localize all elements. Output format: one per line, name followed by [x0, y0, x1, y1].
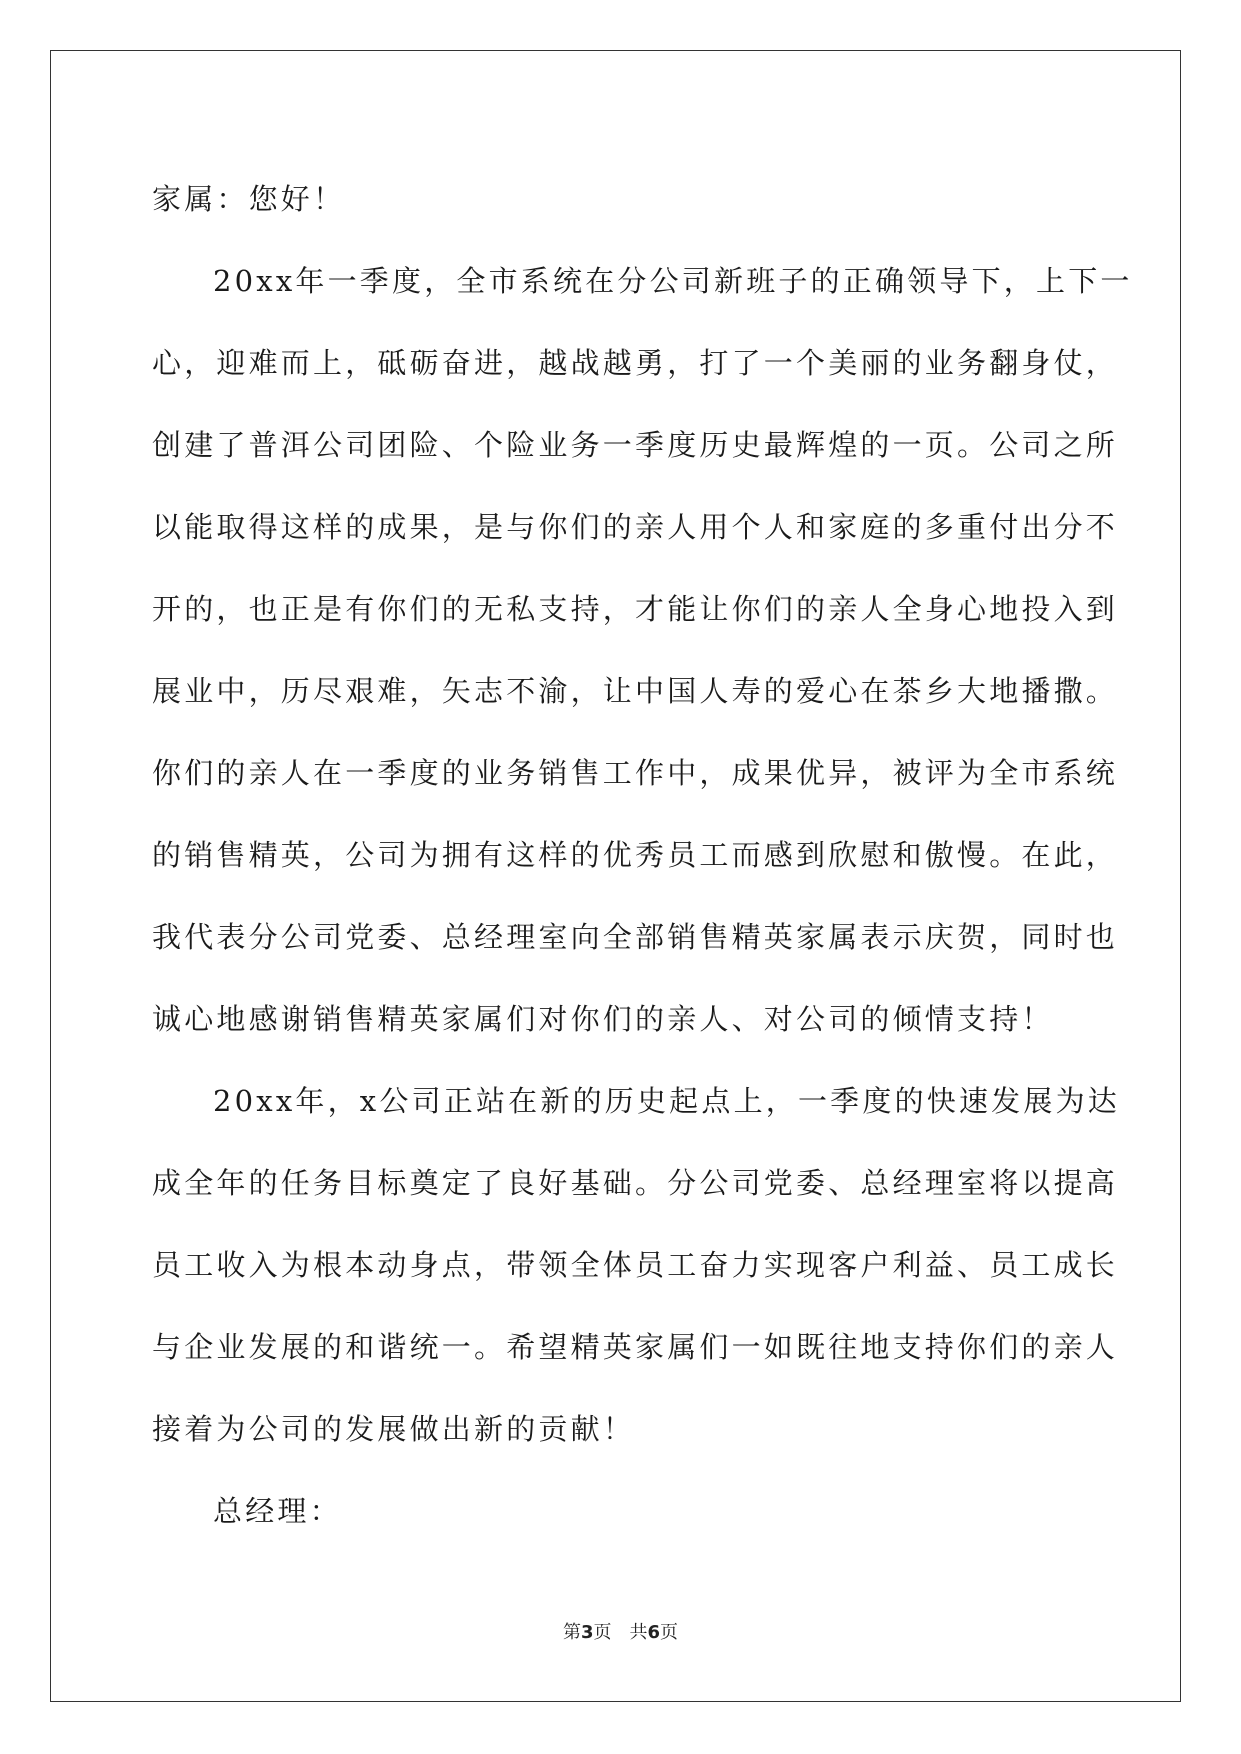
- paragraph-line: 员工收入为根本动身点，带领全体员工奋力实现客户利益、员工成长: [152, 1248, 1119, 1282]
- paragraph-line: 接着为公司的发展做出新的贡献！: [152, 1412, 636, 1446]
- paragraph-line: 的销售精英，公司为拥有这样的优秀员工而感到欣慰和傲慢。在此，: [152, 838, 1119, 872]
- current-page-number: 3: [580, 1622, 594, 1643]
- paragraph-line: 心，迎难而上，砥砺奋进，越战越勇，打了一个美丽的业务翻身仗，: [152, 346, 1119, 380]
- footer-middle: 页 共: [593, 1622, 648, 1643]
- paragraph-line: 展业中，历尽艰难，矢志不渝，让中国人寿的爱心在茶乡大地播撒。: [152, 674, 1119, 708]
- paragraph-line: 诚心地感谢销售精英家属们对你们的亲人、对公司的倾情支持！: [152, 1002, 1054, 1036]
- greeting: 家属：您好！: [152, 182, 346, 216]
- paragraph-line: 你们的亲人在一季度的业务销售工作中，成果优异，被评为全市系统: [152, 756, 1119, 790]
- paragraph-line: 成全年的任务目标奠定了良好基础。分公司党委、总经理室将以提高: [152, 1166, 1119, 1200]
- paragraph-line: 创建了普洱公司团险、个险业务一季度历史最辉煌的一页。公司之所: [152, 428, 1119, 462]
- paragraph-line: 与企业发展的和谐统一。希望精英家属们一如既往地支持你们的亲人: [152, 1330, 1119, 1364]
- footer-prefix: 第: [562, 1622, 581, 1643]
- total-page-number: 6: [647, 1622, 661, 1643]
- paragraph-line: 以能取得这样的成果，是与你们的亲人用个人和家庭的多重付出分不: [152, 510, 1119, 544]
- paragraph-1: [152, 240, 1133, 1060]
- paragraph-line: 20xx年一季度，全市系统在分公司新班子的正确领导下，上下一: [213, 264, 1133, 298]
- paragraph-2: [152, 1060, 1120, 1470]
- paragraph-line: 我代表分公司党委、总经理室向全部销售精英家属表示庆贺，同时也: [152, 920, 1119, 954]
- letter-body: [152, 158, 1133, 1552]
- footer-suffix: 页: [660, 1622, 679, 1643]
- signature: 总经理：: [213, 1494, 342, 1528]
- page-footer: [0, 1618, 1241, 1644]
- paragraph-line: 20xx年，x公司正站在新的历史起点上，一季度的快速发展为达: [213, 1084, 1120, 1118]
- paragraph-line: 开的，也正是有你们的无私支持，才能让你们的亲人全身心地投入到: [152, 592, 1119, 626]
